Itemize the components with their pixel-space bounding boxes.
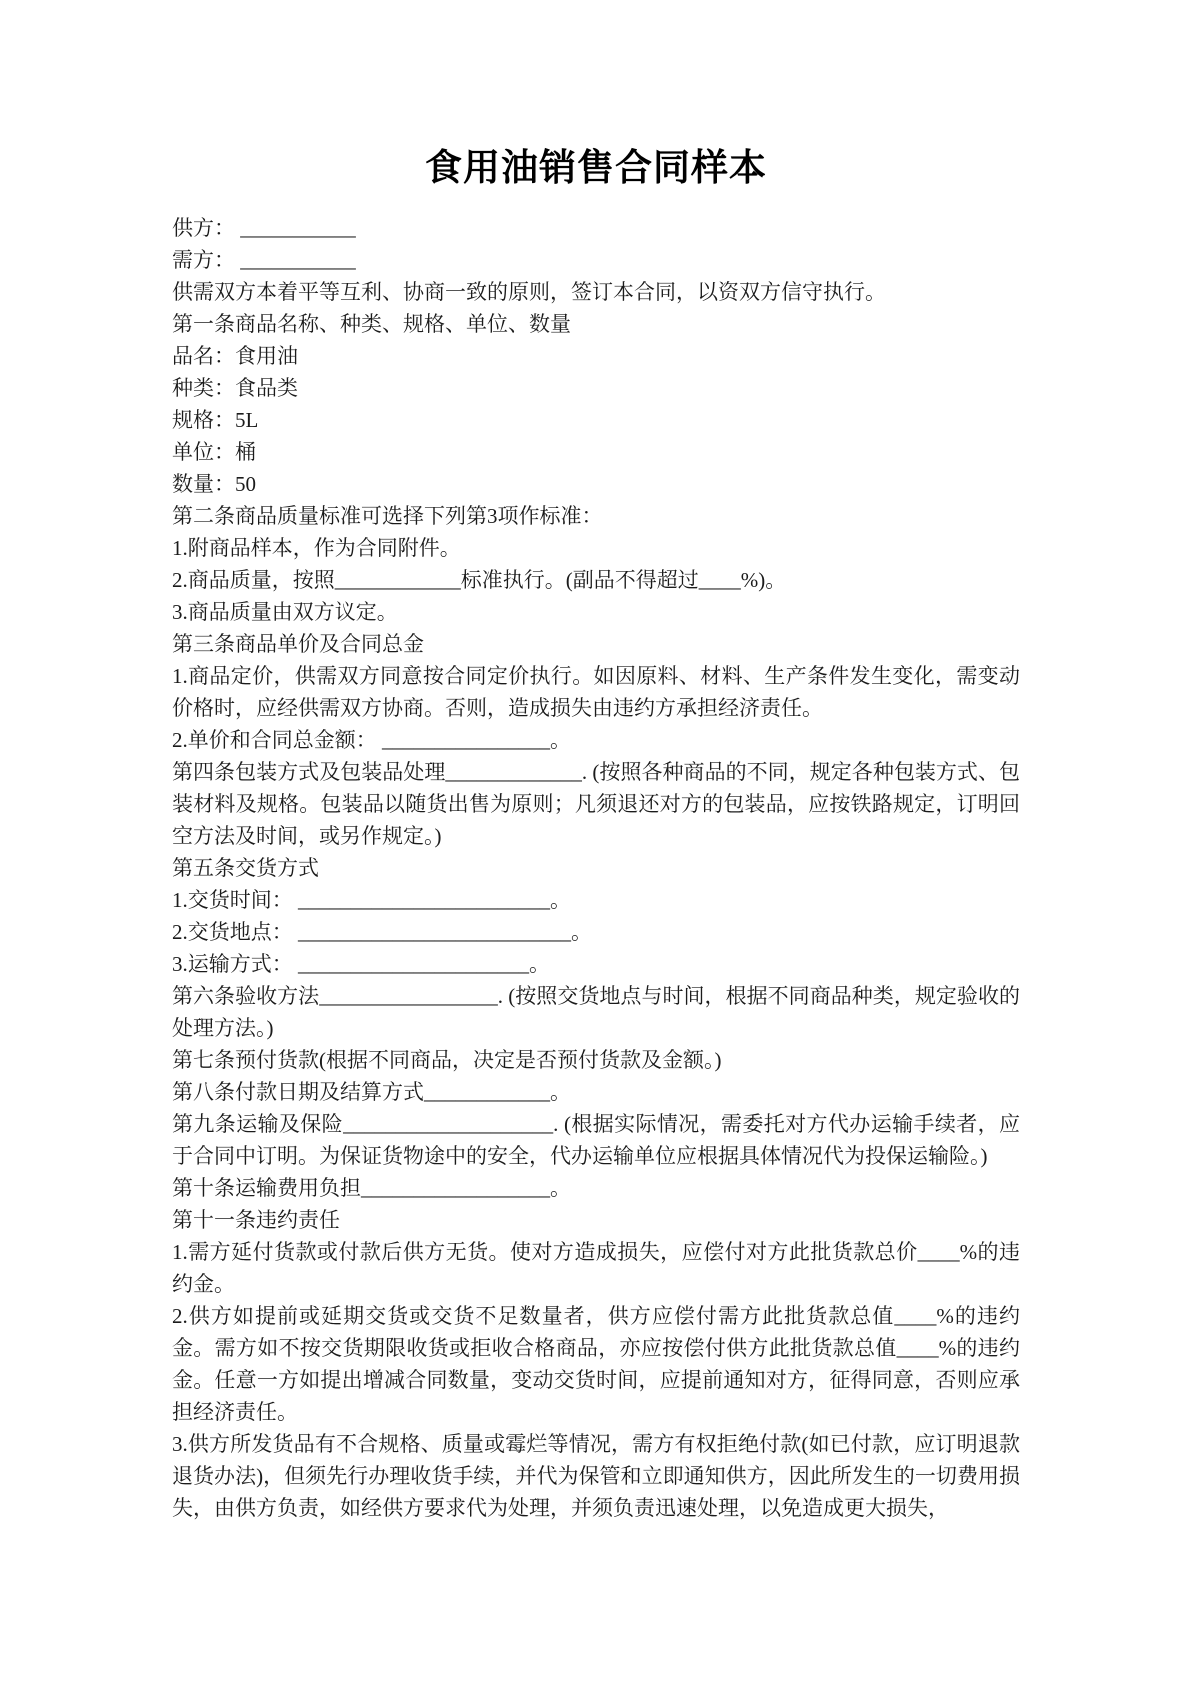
clause-3-heading: 第三条商品单价及合同总金 [172, 632, 424, 656]
field-category: 种类：食品类 [172, 376, 298, 400]
clause-10: 第十条运输费用负担__________________。 [172, 1176, 571, 1200]
clause-11-item-2: 2.供方如提前或延期交货或交货不足数量者，供方应偿付需方此批货款总值____%的违约金。需方如不按交货期限收货或拒收合格商品，亦应按偿付供方此批货款总值____%的违约金。任意一方如提出增减合同数量，变动交货时间，应提前通知对方，征得同意，否则应承担经济责任。 [172, 1304, 1020, 1424]
field-unit: 单位：桶 [172, 440, 256, 464]
clause-11-heading: 第十一条违约责任 [172, 1208, 340, 1232]
document-title: 食用油销售合同样本 [425, 148, 767, 189]
document-body [172, 212, 1020, 1524]
clause-5-heading: 第五条交货方式 [172, 856, 319, 880]
clause-2-item-1: 1.附商品样本，作为合同附件。 [172, 536, 461, 560]
field-quantity: 数量：50 [172, 472, 256, 496]
clause-11-item-1: 1.需方延付货款或付款后供方无货。使对方造成损失，应偿付对方此批货款总价____%的违约金。 [172, 1240, 1020, 1296]
clause-2-item-2: 2.商品质量，按照____________标准执行。(副品不得超过____%)。 [172, 568, 787, 592]
clause-9: 第九条运输及保险____________________. (根据实际情况，需委托对方代办运输手续者，应于合同中订明。为保证货物途中的安全，代办运输单位应根据具体情况代为投保运输险。) [172, 1112, 1020, 1168]
field-spec: 规格：5L [172, 408, 259, 432]
clause-5-item-1: 1.交货时间： ________________________。 [172, 888, 571, 912]
clause-5-item-2: 2.交货地点： __________________________。 [172, 920, 592, 944]
field-product-name: 品名：食用油 [172, 344, 298, 368]
clause-3-item-1: 1.商品定价，供需双方同意按合同定价执行。如因原料、材料、生产条件发生变化，需变动价格时，应经供需双方协商。否则，造成损失由违约方承担经济责任。 [172, 664, 1020, 720]
clause-2-heading: 第二条商品质量标准可选择下列第3项作标准： [172, 504, 603, 528]
clause-7: 第七条预付货款(根据不同商品，决定是否预付货款及金额。) [172, 1048, 722, 1072]
preamble: 供需双方本着平等互利、协商一致的原则，签订本合同，以资双方信守执行。 [172, 280, 886, 304]
clause-8: 第八条付款日期及结算方式____________。 [172, 1080, 571, 1104]
clause-1-heading: 第一条商品名称、种类、规格、单位、数量 [172, 312, 571, 336]
line-supplier: 供方： ___________ [172, 216, 356, 240]
clause-4: 第四条包装方式及包装品处理_____________. (按照各种商品的不同，规定各种包装方式、包装材料及规格。包装品以随货出售为原则；凡须退还对方的包装品，应按铁路规定，订明回空方法及时间，或另作规定。) [172, 760, 1020, 848]
clause-5-item-3: 3.运输方式： ______________________。 [172, 952, 550, 976]
clause-6: 第六条验收方法_________________. (按照交货地点与时间，根据不同商品种类，规定验收的处理方法。) [172, 984, 1020, 1040]
clause-3-item-2: 2.单价和合同总金额： ________________。 [172, 728, 571, 752]
clause-2-item-3: 3.商品质量由双方议定。 [172, 600, 398, 624]
line-buyer: 需方： ___________ [172, 248, 356, 272]
clause-11-item-3: 3.供方所发货品有不合规格、质量或霉烂等情况，需方有权拒绝付款(如已付款，应订明退款退货办法)，但须先行办理收货手续，并代为保管和立即通知供方，因此所发生的一切费用损失，由供方负责，如经供方要求代为处理，并须负责迅速处理，以免造成更大损失， [172, 1432, 1020, 1520]
